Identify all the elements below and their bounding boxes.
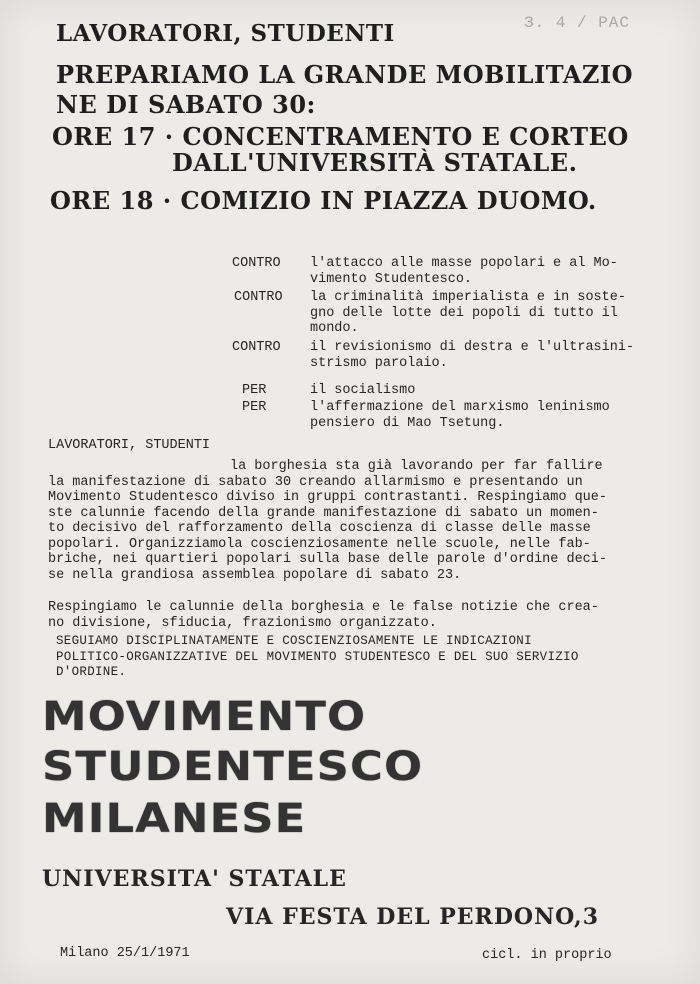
headline-ore17-1: ORE 17 · CONCENTRAMENTO E CORTEO — [52, 122, 629, 151]
body-salutation: LAVORATORI, STUDENTI — [48, 438, 211, 453]
signature-line-3: MILANESE — [42, 796, 307, 842]
reason-keyword: PER — [242, 400, 267, 415]
reason-keyword: CONTRO — [232, 340, 281, 355]
headline-salutation: LAVORATORI, STUDENTI — [56, 20, 395, 47]
reason-keyword: CONTRO — [234, 290, 283, 305]
reason-text: l'attacco alle masse popolari e al Mo- vimento Studentesco. — [310, 256, 618, 287]
headline-ore17-2: DALL'UNIVERSITÀ STATALE. — [172, 148, 578, 177]
footer-printer: cicl. in proprio — [482, 948, 612, 963]
address-street: VIA FESTA DEL PERDONO,3 — [226, 904, 600, 930]
reason-text: il revisionismo di destra e l'ultrasini- strismo parolaio. — [310, 340, 635, 371]
archive-mark: З. 4 / РАС — [523, 14, 630, 32]
body-paragraph-2: Respingiamo le calunnie della borghesia e le false notizie che crea- no divisione, sfiducia, frazionismo organizzato. — [48, 600, 599, 631]
headline-ore18: ORE 18 · COMIZIO IN PIAZZA DUOMO. — [50, 186, 597, 215]
headline-mobilization-2: NE DI SABATO 30: — [56, 90, 316, 119]
address-university: UNIVERSITA' STATALE — [42, 866, 347, 892]
reason-keyword: CONTRO — [232, 256, 281, 271]
body-paragraph-3: SEGUIAMO DISCIPLINATAMENTE E COSCIENZIOSAMENTE LE INDICAZIONI POLITICO-ORGANIZZATIVE DEL MOVIMENTO STUDENTESCO E DEL SUO SERVIZIO D'ORDINE. — [56, 634, 579, 679]
body-paragraph-1: la borghesia sta già lavorando per far fallire la manifestazione di sabato 30 creando allarmismo e presentando un Movimento Studentesco diviso in gruppi contrastanti. Respingiamo que- ste calunnie facendo della grande manifestazione di sabato un momen- to decisivo del rafforzamento della coscienza di classe delle masse popolari. Organizziamola coscienziosamente nelle scuole, nelle fab- briche, nei quartieri popolari sulla base delle parole d'ordine deci- se nella grandiosa assemblea popolare di sabato 23. — [48, 459, 607, 583]
signature-line-1: MOVIMENTO — [42, 694, 367, 740]
headline-mobilization-1: PREPARIAMO LA GRANDE MOBILITAZIO — [56, 60, 634, 89]
reason-text: l'affermazione del marxismo leninismo pensiero di Mao Tsetung. — [310, 400, 610, 431]
reason-keyword: PER — [242, 383, 267, 398]
footer-date: Milano 25/1/1971 — [60, 946, 190, 961]
reason-text: la criminalità imperialista e in soste- gno delle lotte dei popoli di tutto il mondo. — [310, 290, 626, 336]
signature-line-2: STUDENTESCO — [42, 744, 424, 790]
reason-text: il socialismo — [310, 383, 416, 398]
